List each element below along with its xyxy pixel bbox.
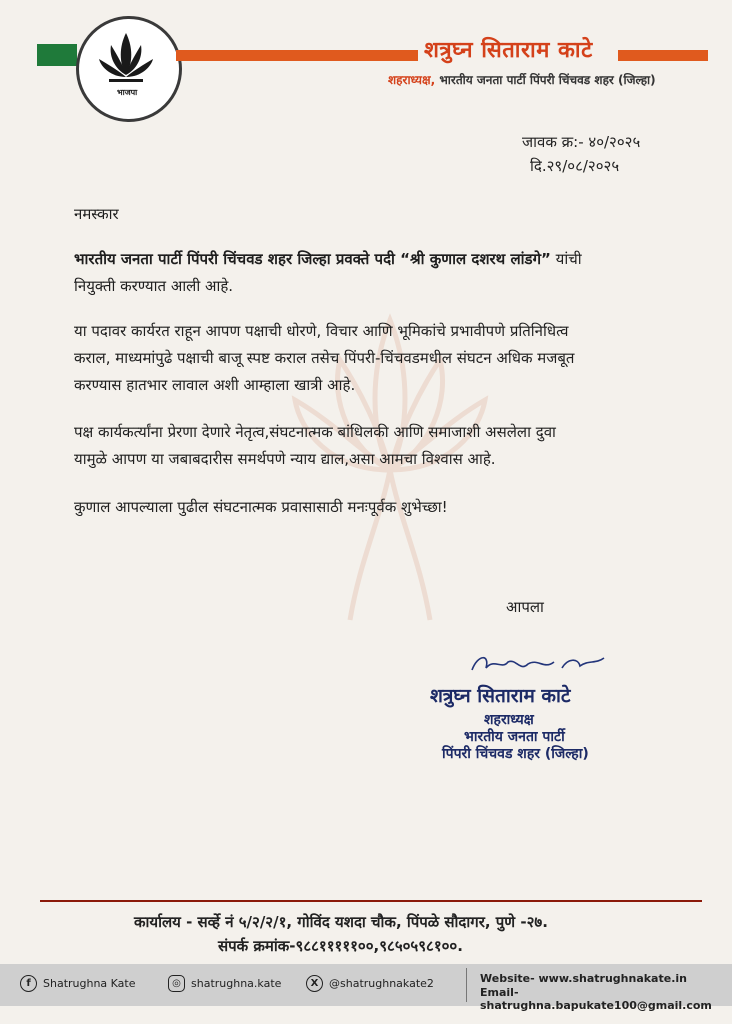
designation-prefix: शहराध्यक्ष, [388,73,436,87]
contact-numbers: संपर्क क्रमांक-९८८१११११००,९८५०५९८१००. [218,937,463,955]
responsibilities-line2: कराल, माध्यमांपुढे पक्षाची बाजू स्पष्ट कराल तसेच पिंपरी-चिंचवडमधील संघटन अधिक मजबूत [74,349,575,367]
x-icon: X [306,975,323,992]
responsibilities-line3: करण्यास हातभार लावाल अशी आम्हाला खात्री आहे. [74,376,356,394]
closing-text: आपला [506,598,544,616]
office-address: कार्यालय - सर्व्हे नं ५/२/२/१, गोविंद यशदा चौक, पिंपळे सौदागर, पुणे -२७. [134,913,548,931]
designation-rest: भारतीय जनता पार्टी पिंपरी चिंचवड शहर (जिल्हा) [435,73,656,87]
footer-separator [466,968,467,1002]
header-green-bar [37,44,77,66]
logo-text: भाजपा [117,88,138,97]
facebook-icon: f [20,975,37,992]
header-name: शत्रुघ्न सिताराम काटे [424,38,593,63]
x-label: @shatrughnakate2 [329,977,434,990]
appointment-text: यांची [550,250,582,268]
handwritten-signature [468,650,608,680]
responsibilities-line1: या पदावर कार्यरत राहून आपण पक्षाची धोरणे, विचार आणि भूमिकांचे प्रभावीपणे प्रतिनिधित्व [74,322,569,340]
party-logo [76,16,182,122]
outward-number: जावक क्र:- ४०/२०२५ [522,133,641,151]
facebook-link[interactable] [20,975,136,992]
header-saffron-bar [176,50,418,61]
confidence-line1: पक्ष कार्यकर्त्यांना प्रेरणा देणारे नेतृत्व,संघटनात्मक बांधिलकी आणि समाजाशी असलेला दुवा [74,423,556,441]
lotus-logo-icon [79,19,173,113]
paragraph-responsibilities [74,318,674,399]
header-designation [388,71,656,88]
footer-divider [40,900,702,902]
signatory-title: शहराध्यक्ष [484,712,534,728]
signatory-city: पिंपरी चिंचवड शहर (जिल्हा) [442,746,589,762]
website-link[interactable]: Website- www.shatrughnakate.in [480,972,687,985]
confidence-line2: यामुळे आपण या जबाबदारीस समर्थपणे न्याय द्याल,असा आमचा विश्वास आहे. [74,450,496,468]
email-link[interactable]: Email- shatrughna.bapukate100@gmail.com [480,986,712,1012]
appointment-bold-text: भारतीय जनता पार्टी पिंपरी चिंचवड शहर जिल्हा प्रवक्ते पदी “श्री कुणाल दशरथ लांडगे” [74,250,551,268]
signatory-name: शत्रुघ्न सिताराम काटे [430,685,571,707]
paragraph-appointment [74,246,674,300]
signatory-party: भारतीय जनता पार्टी [464,729,565,745]
paragraph-confidence [74,419,674,473]
letter-date: दि.२९/०८/२०२५ [530,157,620,175]
salutation: नमस्कार [74,205,119,223]
paragraph-wishes: कुणाल आपल्याला पुढील संघटनात्मक प्रवासासाठी मनःपूर्वक शुभेच्छा! [74,498,448,516]
x-link[interactable] [306,975,434,992]
facebook-label: Shatrughna Kate [43,977,136,990]
instagram-link[interactable] [168,975,281,992]
instagram-icon: ◎ [168,975,185,992]
appointment-text-line2: नियुक्ती करण्यात आली आहे. [74,277,234,295]
header-saffron-bar-tail [618,50,708,61]
instagram-label: shatrughna.kate [191,977,282,990]
